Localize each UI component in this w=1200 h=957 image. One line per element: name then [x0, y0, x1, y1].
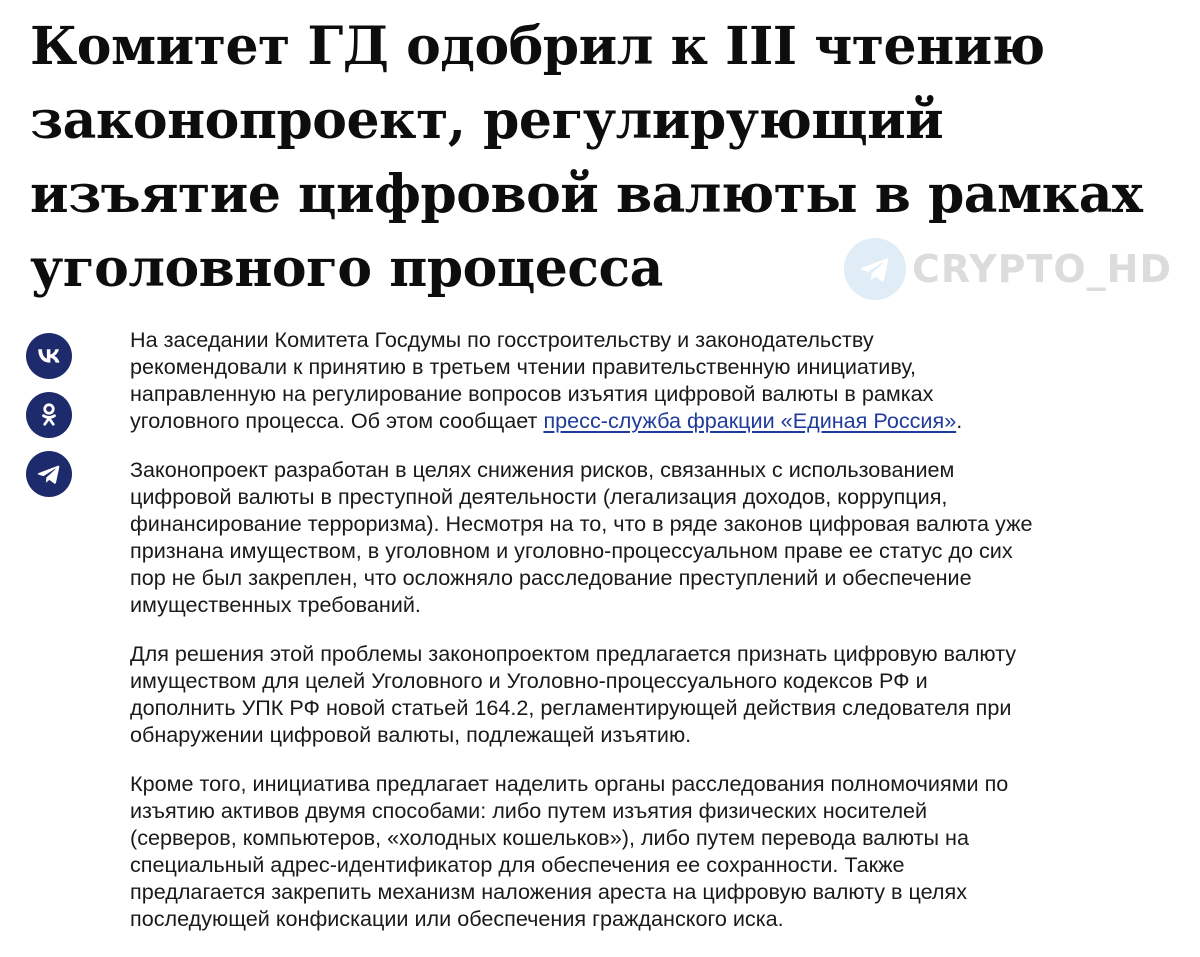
text-line: имущественных требований.	[130, 592, 421, 617]
text-line: специальный адрес-идентификатор для обеспечения ее сохранности. Также	[130, 852, 905, 877]
text-line: Законопроект разработан в целях снижения рисков, связанных с использованием	[130, 457, 955, 482]
share-buttons	[26, 333, 74, 510]
text-line: Кроме того, инициатива предлагает наделить органы расследования полномочиями по	[130, 771, 1009, 796]
telegram-icon	[35, 460, 63, 488]
odnoklassniki-share-button[interactable]	[26, 392, 72, 438]
press-service-link[interactable]: пресс-служба фракции «Единая Россия»	[543, 408, 957, 433]
paragraph	[130, 770, 1195, 932]
text-line	[130, 407, 1195, 434]
text-line: рекомендовали к принятию в третьем чтении правительственную инициативу,	[130, 354, 916, 379]
headline-line: Комитет ГД одобрил к III чтению	[30, 16, 1045, 77]
vk-share-button[interactable]	[26, 333, 72, 379]
paragraph	[130, 456, 1195, 618]
headline-line: уголовного процесса	[30, 238, 663, 299]
text-segment: .	[956, 408, 963, 433]
watermark-text: CRYPTO_HD	[912, 247, 1173, 291]
vk-icon	[34, 341, 64, 371]
text-line: признана имуществом, в уголовном и уголовно-процессуальном праве ее статус до сих	[130, 538, 1013, 563]
paragraph	[130, 640, 1195, 748]
paragraph	[130, 326, 1195, 434]
watermark	[844, 238, 1172, 300]
text-line: На заседании Комитета Госдумы по госстроительству и законодательству	[130, 327, 874, 352]
text-line: Для решения этой проблемы законопроектом предлагается признать цифровую валюту	[130, 641, 1016, 666]
text-line: изъятию активов двумя способами: либо путем изъятия физических носителей	[130, 798, 928, 823]
telegram-share-button[interactable]	[26, 451, 72, 497]
text-line: цифровой валюты в преступной деятельности (легализация доходов, коррупция,	[130, 484, 948, 509]
odnoklassniki-icon	[34, 400, 64, 430]
text-segment: уголовного процесса. Об этом сообщает	[130, 408, 544, 433]
text-line: дополнить УПК РФ новой статьей 164.2, регламентирующей действия следователя при	[130, 695, 1012, 720]
text-line: последующей конфискации или обеспечения гражданского иска.	[130, 906, 784, 931]
headline-line: изъятие цифровой валюты в рамках	[30, 164, 1143, 225]
article-body	[130, 326, 1195, 954]
telegram-icon	[844, 238, 906, 300]
text-line: предлагается закрепить механизм наложения ареста на цифровую валюту в целях	[130, 879, 967, 904]
text-line: (серверов, компьютеров, «холодных кошельков»), либо путем перевода валюты на	[130, 825, 969, 850]
text-line: финансирование терроризма). Несмотря на то, что в ряде законов цифровая валюта уже	[130, 511, 1033, 536]
text-line: имуществом для целей Уголовного и Уголовно-процессуального кодексов РФ и	[130, 668, 928, 693]
text-line: обнаружении цифровой валюты, подлежащей изъятию.	[130, 722, 692, 747]
headline-line: законопроект, регулирующий	[30, 90, 944, 151]
text-line: пор не был закреплен, что осложняло расследование преступлений и обеспечение	[130, 565, 972, 590]
text-line: направленную на регулирование вопросов изъятия цифровой валюты в рамках	[130, 381, 934, 406]
